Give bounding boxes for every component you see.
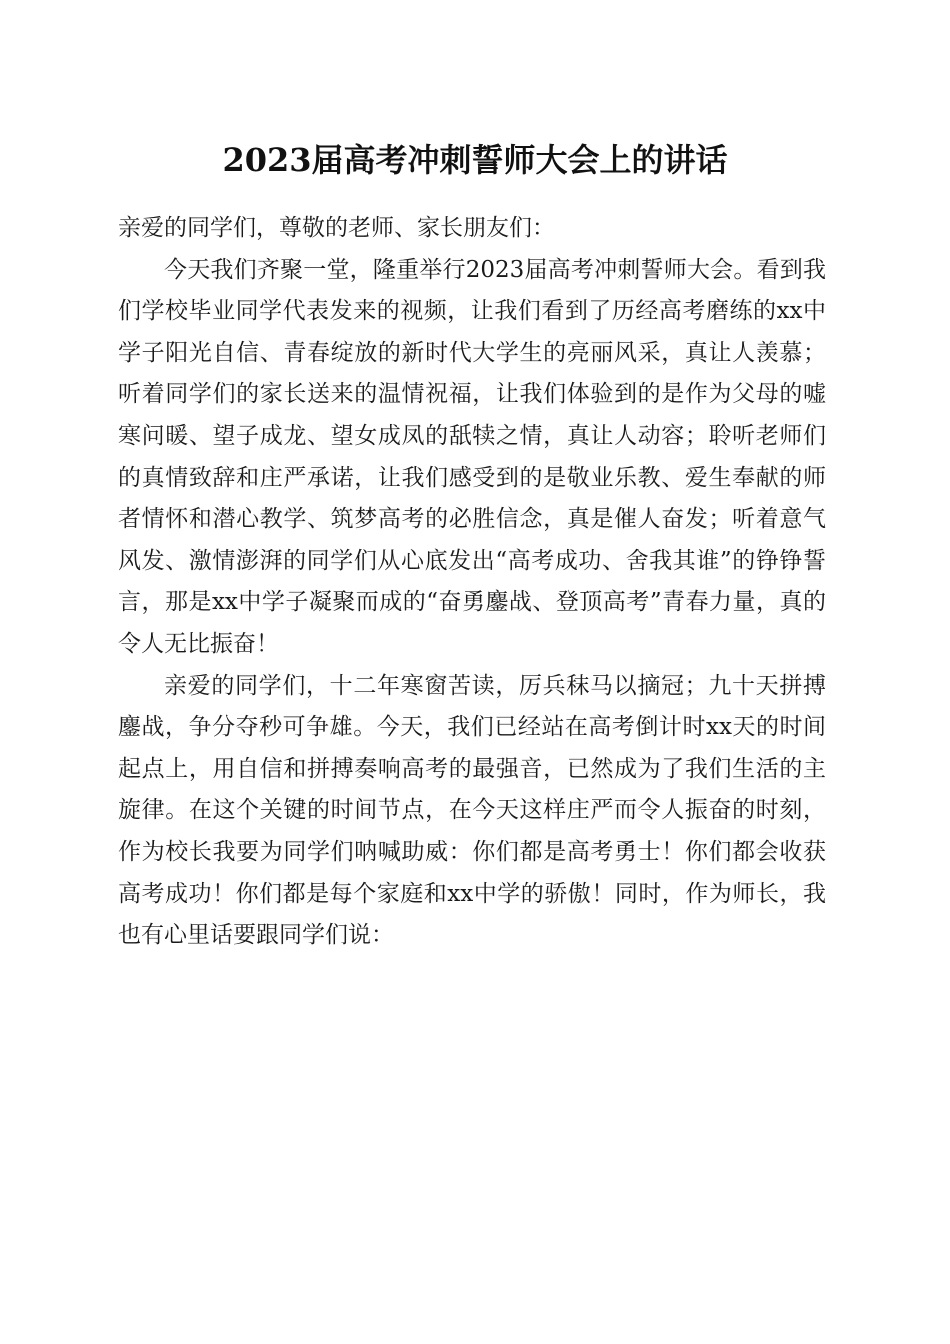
paragraph-opening: 今天我们齐聚一堂，隆重举行2023届高考冲刺誓师大会。看到我们学校毕业同学代表发来的视频，让我们看到了历经高考磨练的xx中学子阳光自信、青春绽放的新时代大学生的亮丽风采，真让人羡慕；听着同学们的家长送来的温情祝福，让我们体验到的是作为父母的嘘寒问暖、望子成龙、望女成凤的舐犊之情，真让人动容；聆听老师们的真情致辞和庄严承诺，让我们感受到的是敬业乐教、爱生奉献的师者情怀和潜心教学、筑梦高考的必胜信念，真是催人奋发；听着意气风发、激情澎湃的同学们从心底发出“高考成功、舍我其谁”的铮铮誓言，那是xx中学子凝聚而成的“奋勇鏖战、登顶高考”青春力量，真的令人无比振奋！ — [118, 256, 826, 657]
document-title: 2023届高考冲刺誓师大会上的讲话 — [222, 141, 728, 179]
document-body — [118, 208, 826, 957]
salutation: 亲爱的同学们，尊敬的老师、家长朋友们： — [118, 215, 555, 241]
paragraph-encouragement: 亲爱的同学们，十二年寒窗苦读，厉兵秣马以摘冠；九十天拼搏鏖战，争分夺秒可争雄。今天，我们已经站在高考倒计时xx天的时间起点上，用自信和拼搏奏响高考的最强音，已然成为了我们生活的主旋律。在这个关键的时间节点，在今天这样庄严而令人振奋的时刻，作为校长我要为同学们呐喊助威：你们都是高考勇士！你们都会收获高考成功！你们都是每个家庭和xx中学的骄傲！同时，作为师长，我也有心里话要跟同学们说： — [118, 672, 826, 949]
